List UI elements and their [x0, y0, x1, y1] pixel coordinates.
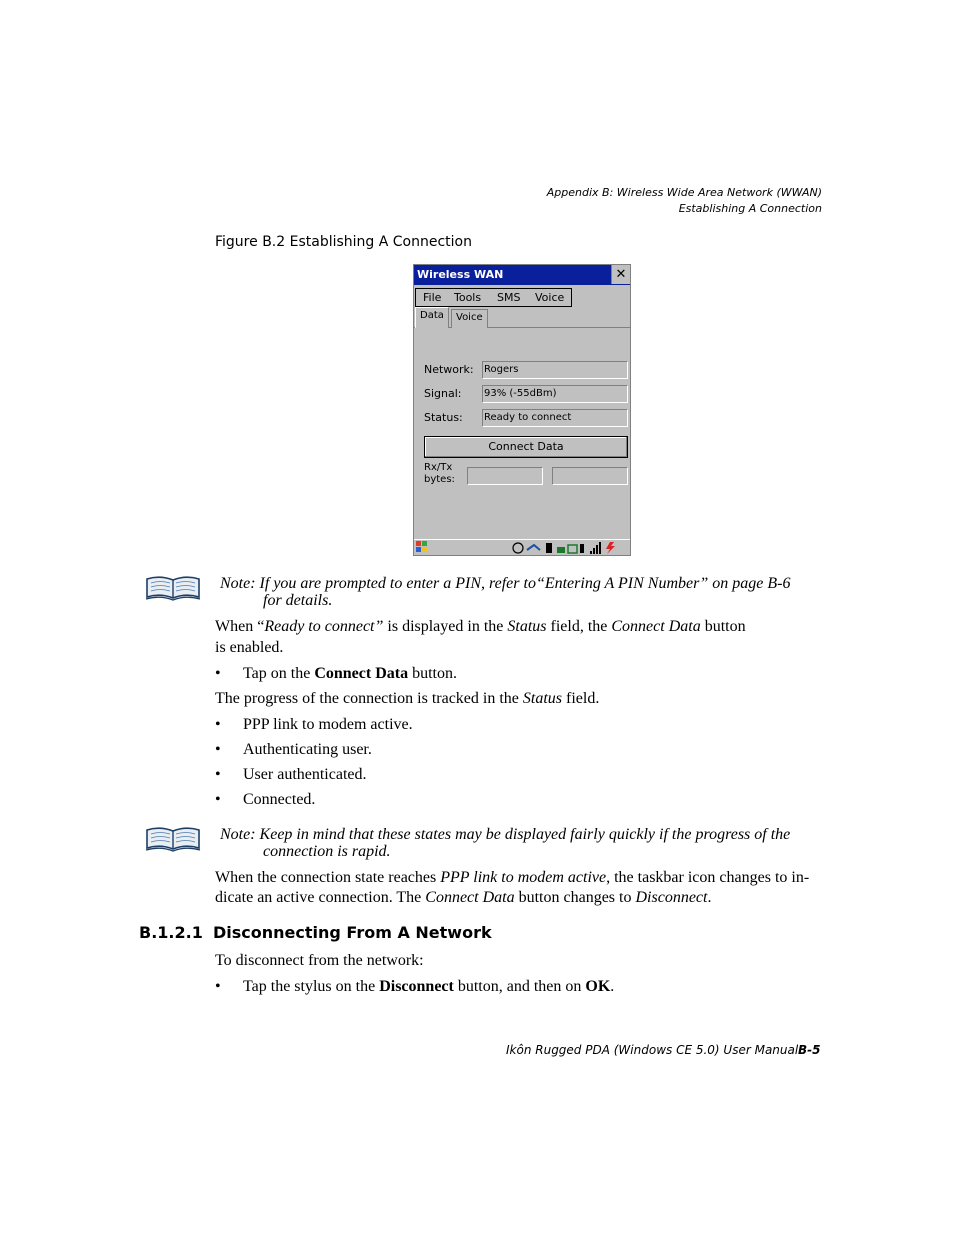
text: Connected. [243, 791, 316, 808]
menu-bar [415, 288, 572, 307]
text: Authenticating user. [243, 741, 372, 758]
running-header-section: Establishing A Connection [678, 202, 822, 215]
text-italic: Connect Data [425, 889, 515, 906]
note-book-icon [144, 823, 202, 853]
text-italic: Status [522, 690, 563, 707]
page-number: B-5 [798, 1043, 821, 1057]
text: button [700, 618, 746, 635]
text: dicate an active connection. The [215, 889, 426, 906]
note-pin [220, 575, 830, 609]
status-field: Ready to connect [482, 409, 628, 427]
menu-tools[interactable]: Tools [454, 291, 482, 304]
note-book-icon [144, 572, 202, 602]
bullet-dot: • [215, 766, 221, 783]
text-italic: Status [507, 618, 547, 635]
text: . [610, 978, 615, 995]
close-button[interactable]: ✕ [611, 265, 630, 284]
text-bold: Disconnect [379, 978, 454, 995]
text-italic: PPP link to modem active [440, 869, 607, 886]
text: button, and then on [453, 978, 586, 995]
menu-sms[interactable]: SMS [497, 291, 521, 304]
text: is displayed in the [383, 618, 508, 635]
text: . [707, 889, 712, 906]
tab-voice[interactable]: Voice [451, 309, 488, 328]
signal-field: 93% (-55dBm) [482, 385, 628, 403]
wireless-wan-window [413, 264, 631, 556]
status-label: Status: [424, 411, 463, 424]
state-item [215, 765, 367, 785]
state-item [215, 715, 413, 735]
bullet-dot: • [215, 741, 221, 758]
text: Tap the stylus on the [243, 978, 380, 995]
note-states-line1: Note: Keep in mind that these states may be displayed fairly quickly if the progress of the [220, 826, 791, 843]
bullet-dot: • [215, 665, 221, 682]
text: User authenticated. [243, 766, 367, 783]
start-flag-icon[interactable] [415, 540, 429, 554]
paragraph-progress [215, 689, 599, 709]
window-title: Wireless WAN [417, 268, 504, 281]
bullet-dot: • [215, 716, 221, 733]
text-italic: Disconnect [635, 889, 708, 906]
rx-bytes-field [467, 467, 543, 485]
text: button. [408, 665, 457, 682]
connect-data-button[interactable]: Connect Data [424, 436, 628, 458]
paragraph-disconnect: To disconnect from the network: [215, 952, 424, 969]
signal-label: Signal: [424, 387, 462, 400]
menu-file[interactable]: File [423, 291, 442, 304]
section-title: Disconnecting From A Network [213, 923, 492, 942]
tab-data[interactable]: Data [415, 307, 449, 328]
bullet-tap-disconnect [215, 977, 614, 997]
taskbar [414, 539, 630, 556]
note-states-line2: connection is rapid. [263, 843, 391, 860]
system-tray-icons [512, 541, 628, 555]
text: button changes to [514, 889, 636, 906]
text-italic: Ready to connect” [264, 618, 384, 635]
rxtx-label-line1: Rx/Tx [424, 462, 453, 473]
bullet-tap-connect [215, 664, 457, 684]
paragraph-ppp [215, 868, 809, 888]
text: field. [562, 690, 600, 707]
bullet-dot: • [215, 978, 221, 995]
note-pin-line1: Note: If you are prompted to enter a PIN, refer to“Entering A PIN Number” on page B-6 [220, 575, 791, 592]
rxtx-label-line2: bytes: [424, 474, 455, 485]
text: PPP link to modem active. [243, 716, 413, 733]
bullet-dot: • [215, 791, 221, 808]
text: field, the [546, 618, 612, 635]
paragraph-ready [215, 617, 746, 637]
note-pin-line2: for details. [263, 592, 333, 609]
text-bold: Connect Data [314, 665, 409, 682]
window-titlebar [414, 265, 630, 285]
network-field: Rogers [482, 361, 628, 379]
figure-caption: Figure B.2 Establishing A Connection [215, 234, 472, 250]
text-italic: Connect Data [611, 618, 701, 635]
text: The progress of the connection is tracked in the [215, 690, 523, 707]
text: Tap on the [243, 665, 315, 682]
text: When the connection state reaches [215, 869, 441, 886]
text-bold: OK [585, 978, 611, 995]
state-item [215, 790, 315, 810]
section-heading [139, 923, 492, 942]
paragraph-ready-line2: is enabled. [215, 639, 284, 656]
text: When “ [215, 618, 265, 635]
paragraph-ppp-line2 [215, 888, 711, 908]
section-number: B.1.2.1 [139, 923, 203, 942]
tx-bytes-field [552, 467, 628, 485]
state-item [215, 740, 372, 760]
network-label: Network: [424, 363, 474, 376]
text: , the taskbar icon changes to in- [606, 869, 810, 886]
running-header-chapter: Appendix B: Wireless Wide Area Network (WWAN) [546, 186, 822, 199]
footer-title: Ikôn Rugged PDA (Windows CE 5.0) User Manual [506, 1043, 799, 1057]
menu-voice[interactable]: Voice [535, 291, 565, 304]
note-states [220, 826, 830, 860]
